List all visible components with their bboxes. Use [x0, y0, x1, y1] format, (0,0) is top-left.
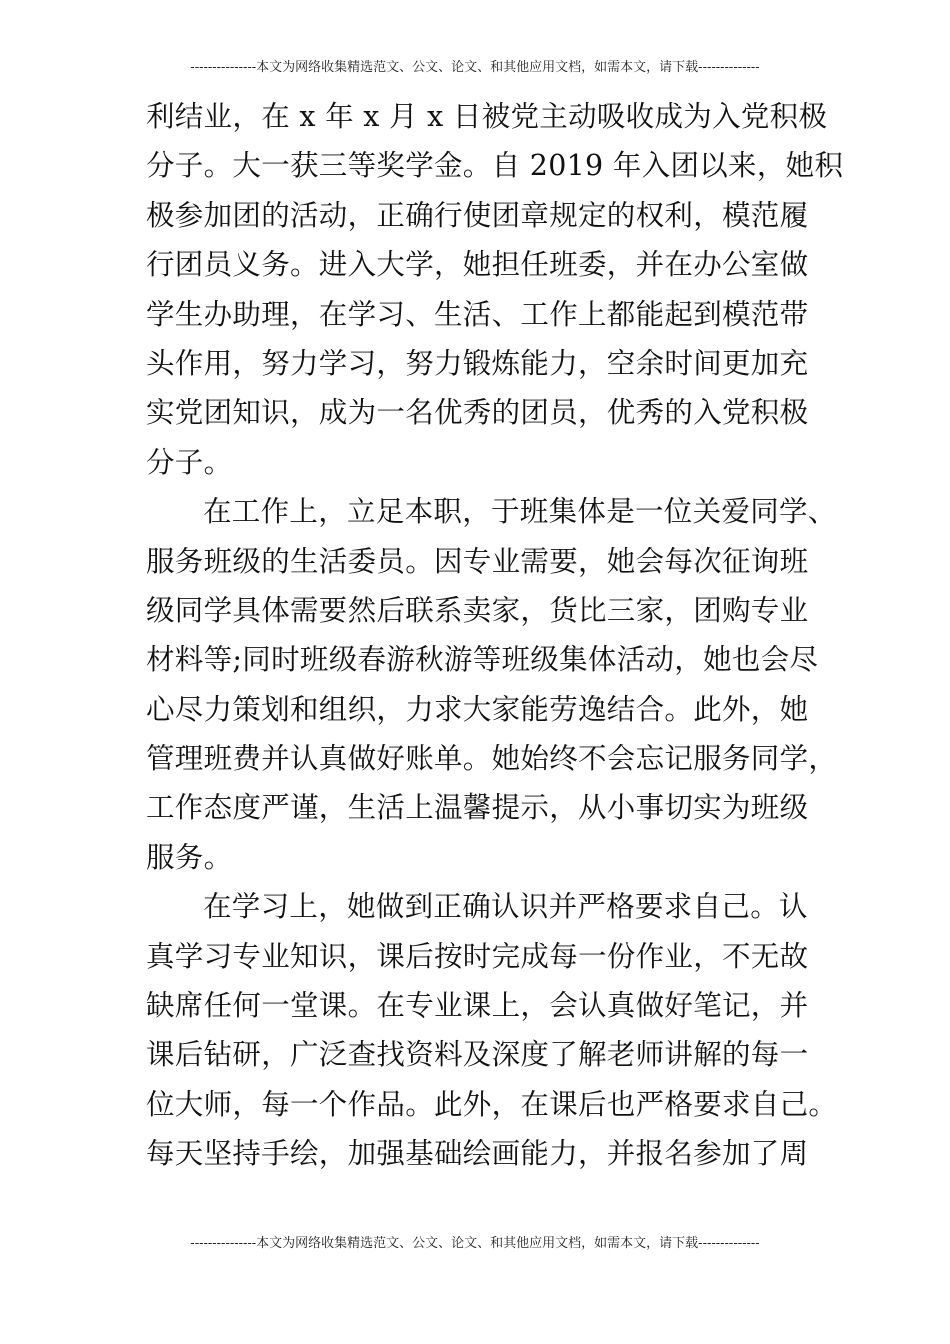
text-line: 位大师，每一个作品。此外，在课后也严格要求自己。: [146, 1087, 838, 1121]
header-banner: ---------------本文为网络收集精选范文、公文、论文、和其他应用文档，如需本文，请下载--------------: [190, 60, 760, 75]
text-line: 真学习专业知识，课后按时完成每一份作业，不无故: [146, 939, 809, 973]
text-line: 分子。大一获三等奖学金。自 2019 年入团以来，她积: [146, 149, 844, 183]
text-line: 实党团知识，成为一名优秀的团员，优秀的入党积极: [146, 396, 809, 430]
text-line: 分子。: [146, 445, 233, 479]
text-line: 材料等;同时班级春游秋游等班级集体活动，她也会尽: [146, 643, 819, 677]
text-line: 行团员义务。进入大学，她担任班委，并在办公室做: [146, 248, 809, 282]
text-line: 工作态度严谨，生活上温馨提示，从小事切实为班级: [146, 791, 809, 825]
text-line: 头作用，努力学习，努力锻炼能力，空余时间更加充: [146, 346, 809, 380]
text-line: 学生办助理，在学习、生活、工作上都能起到模范带: [146, 297, 809, 331]
text-line: 缺席任何一堂课。在专业课上，会认真做好笔记，并: [146, 989, 809, 1023]
document-body: [146, 92, 844, 1179]
paragraph-start-line: 在学习上，她做到正确认识并严格要求自己。认: [203, 890, 808, 924]
text-line: 利结业，在 x 年 x 月 x 日被党主动吸收成为入党积极: [146, 100, 828, 133]
text-line: 服务。: [146, 840, 233, 874]
text-line: 每天坚持手绘，加强基础绘画能力，并报名参加了周: [146, 1137, 809, 1171]
text-line: 极参加团的活动，正确行使团章规定的权利，模范履: [146, 198, 809, 232]
text-line: 课后钻研，广泛查找资料及深度了解老师讲解的每一: [146, 1038, 809, 1072]
text-line: 管理班费并认真做好账单。她始终不会忘记服务同学，: [146, 742, 838, 776]
text-line: 服务班级的生活委员。因专业需要，她会每次征询班: [146, 544, 809, 578]
text-line: 级同学具体需要然后联系卖家，货比三家，团购专业: [146, 593, 809, 627]
paragraph-start-line: 在工作上，立足本职，于班集体是一位关爱同学、: [203, 495, 837, 529]
footer-banner: ---------------本文为网络收集精选范文、公文、论文、和其他应用文档，如需本文，请下载--------------: [190, 1236, 760, 1251]
text-line: 心尽力策划和组织，力求大家能劳逸结合。此外，她: [146, 692, 809, 726]
